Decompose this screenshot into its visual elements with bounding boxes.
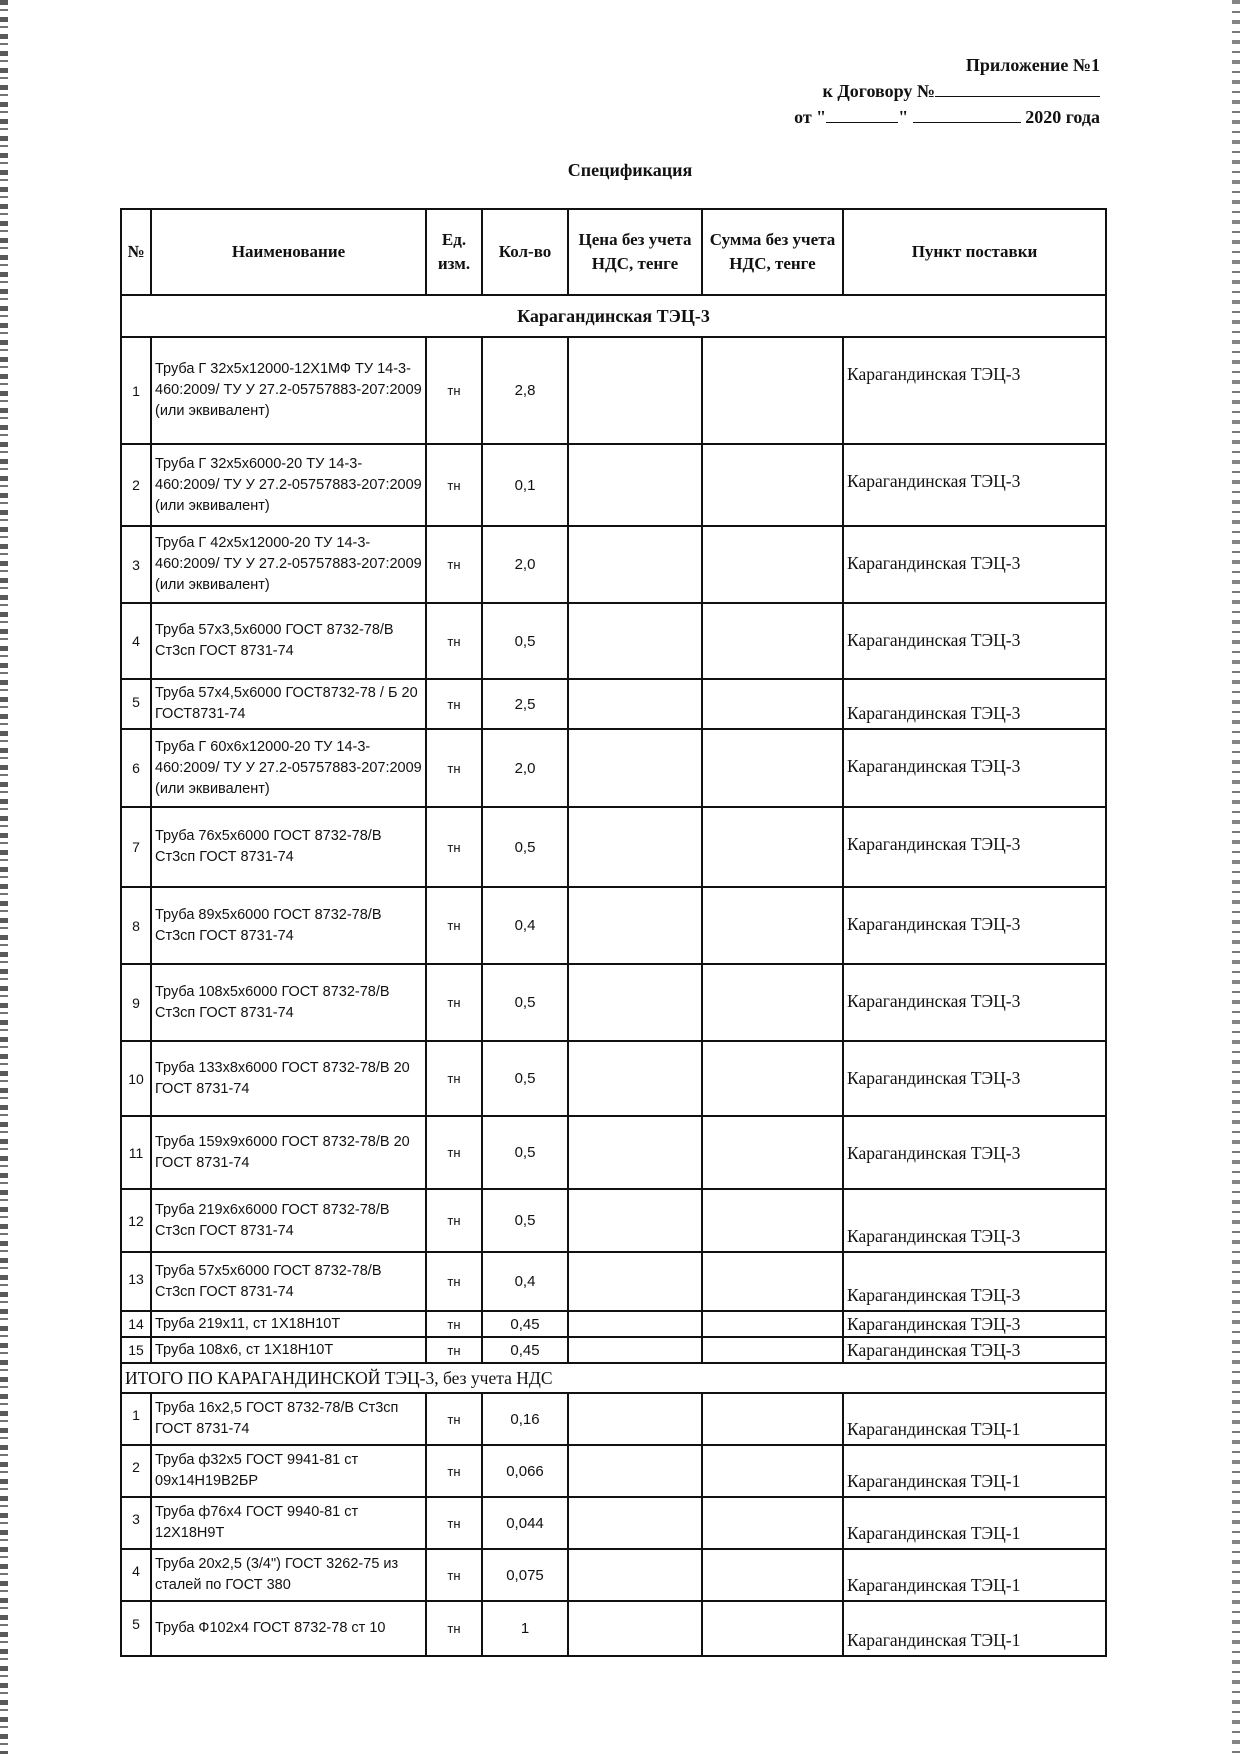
row-sum[interactable] [702, 1116, 843, 1189]
row-sum[interactable] [702, 1337, 843, 1363]
table-row [121, 337, 1106, 444]
row-name: Труба 57х5х6000 ГОСТ 8732-78/В Ст3сп ГОСТ 8731-74 [151, 1252, 426, 1311]
row-number: 3 [121, 526, 151, 603]
row-price[interactable] [568, 1393, 702, 1445]
row-unit: тн [426, 337, 482, 444]
row-sum[interactable] [702, 337, 843, 444]
row-qty: 2,8 [482, 337, 568, 444]
row-unit: тн [426, 1393, 482, 1445]
row-place: Карагандинская ТЭЦ-3 [843, 337, 1106, 444]
col-header-name: Наименование [151, 209, 426, 295]
row-unit: тн [426, 1497, 482, 1549]
row-number: 9 [121, 964, 151, 1041]
row-sum[interactable] [702, 1497, 843, 1549]
row-place: Карагандинская ТЭЦ-1 [843, 1601, 1106, 1656]
row-qty: 0,45 [482, 1311, 568, 1337]
row-price[interactable] [568, 1252, 702, 1311]
row-name: Труба ф32х5 ГОСТ 9941-81 ст 09х14Н19В2БР [151, 1445, 426, 1497]
table-body [121, 295, 1106, 1656]
table-row [121, 679, 1106, 729]
document-title: Спецификация [567, 160, 693, 180]
row-place: Карагандинская ТЭЦ-3 [843, 1189, 1106, 1252]
row-unit: тн [426, 1311, 482, 1337]
row-name: Труба Г 32х5х6000-20 ТУ 14-3-460:2009/ ТУ У 27.2-05757883-207:2009 (или эквивалент) [151, 444, 426, 526]
table-row [121, 887, 1106, 964]
row-qty: 0,5 [482, 603, 568, 679]
row-price[interactable] [568, 807, 702, 887]
table-row [121, 1601, 1106, 1656]
row-number: 4 [121, 1549, 151, 1601]
row-price[interactable] [568, 337, 702, 444]
row-place: Карагандинская ТЭЦ-3 [843, 964, 1106, 1041]
row-price[interactable] [568, 1116, 702, 1189]
table-header-row [121, 209, 1106, 295]
row-name: Труба ф76х4 ГОСТ 9940-81 ст 12Х18Н9Т [151, 1497, 426, 1549]
row-place: Карагандинская ТЭЦ-1 [843, 1497, 1106, 1549]
col-header-place: Пункт поставки [843, 209, 1106, 295]
row-sum[interactable] [702, 603, 843, 679]
contract-number-field[interactable] [935, 80, 1100, 97]
row-sum[interactable] [702, 1311, 843, 1337]
row-qty: 1 [482, 1601, 568, 1656]
table-row [121, 964, 1106, 1041]
col-header-price: Цена без учета НДС, тенге [568, 209, 702, 295]
row-price[interactable] [568, 1041, 702, 1116]
row-place: Карагандинская ТЭЦ-3 [843, 807, 1106, 887]
row-name: Труба 57х3,5х6000 ГОСТ 8732-78/В Ст3сп ГОСТ 8731-74 [151, 603, 426, 679]
row-price[interactable] [568, 1549, 702, 1601]
row-sum[interactable] [702, 964, 843, 1041]
table-row [121, 729, 1106, 807]
total-row [121, 1363, 1106, 1393]
row-price[interactable] [568, 679, 702, 729]
row-price[interactable] [568, 603, 702, 679]
row-qty: 0,4 [482, 1252, 568, 1311]
row-place: Карагандинская ТЭЦ-1 [843, 1393, 1106, 1445]
row-price[interactable] [568, 1311, 702, 1337]
row-number: 7 [121, 807, 151, 887]
row-sum[interactable] [702, 1252, 843, 1311]
date-day-field[interactable] [826, 106, 898, 123]
row-qty: 0,5 [482, 964, 568, 1041]
table-row [121, 1311, 1106, 1337]
row-place: Карагандинская ТЭЦ-1 [843, 1445, 1106, 1497]
row-name: Труба 89х5х6000 ГОСТ 8732-78/В Ст3сп ГОСТ 8731-74 [151, 887, 426, 964]
row-name: Труба Г 42х5х12000-20 ТУ 14-3-460:2009/ ТУ У 27.2-05757883-207:2009 (или эквивалент) [151, 526, 426, 603]
row-qty: 0,1 [482, 444, 568, 526]
scan-edge-left [0, 0, 8, 1754]
row-sum[interactable] [702, 444, 843, 526]
section-title: Карагандинская ТЭЦ-3 [121, 295, 1106, 337]
row-sum[interactable] [702, 1041, 843, 1116]
contract-line [794, 78, 1100, 104]
row-sum[interactable] [702, 1189, 843, 1252]
appendix-line: Приложение №1 [965, 55, 1100, 75]
row-qty: 0,5 [482, 807, 568, 887]
row-price[interactable] [568, 526, 702, 603]
row-price[interactable] [568, 444, 702, 526]
row-place: Карагандинская ТЭЦ-3 [843, 1311, 1106, 1337]
date-prefix: от " [794, 107, 827, 127]
table-row [121, 1393, 1106, 1445]
row-place: Карагандинская ТЭЦ-3 [843, 887, 1106, 964]
row-sum[interactable] [702, 729, 843, 807]
total-label: ИТОГО ПО КАРАГАНДИНСКОЙ ТЭЦ-3, без учета НДС [121, 1363, 1106, 1393]
row-qty: 0,075 [482, 1549, 568, 1601]
col-header-unit: Ед. изм. [426, 209, 482, 295]
row-number: 12 [121, 1189, 151, 1252]
row-price[interactable] [568, 964, 702, 1041]
table-row [121, 807, 1106, 887]
scan-edge-right [1232, 0, 1240, 1754]
row-name: Труба 159х9х6000 ГОСТ 8732-78/В 20 ГОСТ 8731-74 [151, 1116, 426, 1189]
row-price[interactable] [568, 1189, 702, 1252]
col-header-qty: Кол-во [482, 209, 568, 295]
row-unit: тн [426, 964, 482, 1041]
row-name: Труба Г 32х5х12000-12Х1МФ ТУ 14-3-460:2009/ ТУ У 27.2-05757883-207:2009 (или эквивалент) [151, 337, 426, 444]
row-qty: 2,0 [482, 526, 568, 603]
row-name: Труба 219х6х6000 ГОСТ 8732-78/В Ст3сп ГОСТ 8731-74 [151, 1189, 426, 1252]
row-number: 14 [121, 1311, 151, 1337]
row-sum[interactable] [702, 887, 843, 964]
row-place: Карагандинская ТЭЦ-3 [843, 1041, 1106, 1116]
row-unit: тн [426, 526, 482, 603]
row-name: Труба 20х2,5 (3/4") ГОСТ 3262-75 из сталей по ГОСТ 380 [151, 1549, 426, 1601]
row-number: 1 [121, 1393, 151, 1445]
row-number: 2 [121, 444, 151, 526]
table-row [121, 1252, 1106, 1311]
row-price[interactable] [568, 729, 702, 807]
row-qty: 0,5 [482, 1189, 568, 1252]
row-name: Труба 76х5х6000 ГОСТ 8732-78/В Ст3сп ГОСТ 8731-74 [151, 807, 426, 887]
row-name: Труба 16х2,5 ГОСТ 8732-78/В Ст3сп ГОСТ 8731-74 [151, 1393, 426, 1445]
header-block [794, 52, 1100, 130]
row-unit: тн [426, 807, 482, 887]
row-number: 2 [121, 1445, 151, 1497]
row-name: Труба Г 60х6х12000-20 ТУ 14-3-460:2009/ ТУ У 27.2-05757883-207:2009 (или эквивалент) [151, 729, 426, 807]
row-qty: 0,5 [482, 1116, 568, 1189]
row-qty: 2,5 [482, 679, 568, 729]
row-qty: 0,4 [482, 887, 568, 964]
row-number: 5 [121, 1601, 151, 1656]
row-unit: тн [426, 1041, 482, 1116]
table-row [121, 1549, 1106, 1601]
row-qty: 0,16 [482, 1393, 568, 1445]
row-place: Карагандинская ТЭЦ-3 [843, 1337, 1106, 1363]
row-price[interactable] [568, 1601, 702, 1656]
row-sum[interactable] [702, 526, 843, 603]
row-qty: 0,044 [482, 1497, 568, 1549]
row-unit: тн [426, 1116, 482, 1189]
row-place: Карагандинская ТЭЦ-3 [843, 1252, 1106, 1311]
row-number: 5 [121, 679, 151, 729]
row-qty: 0,45 [482, 1337, 568, 1363]
date-month-field[interactable] [913, 106, 1021, 123]
row-unit: тн [426, 1445, 482, 1497]
row-number: 11 [121, 1116, 151, 1189]
section-title-row [121, 295, 1106, 337]
date-suffix: 2020 года [1025, 107, 1100, 127]
row-price[interactable] [568, 1445, 702, 1497]
table-row [121, 1337, 1106, 1363]
row-name: Труба 108х6, ст 1Х18Н10Т [151, 1337, 426, 1363]
date-quote: " [898, 107, 909, 127]
table-row [121, 1497, 1106, 1549]
row-number: 6 [121, 729, 151, 807]
row-price[interactable] [568, 1337, 702, 1363]
row-number: 4 [121, 603, 151, 679]
contract-label: к Договору № [822, 81, 935, 101]
row-place: Карагандинская ТЭЦ-3 [843, 729, 1106, 807]
date-line [794, 104, 1100, 130]
row-place: Карагандинская ТЭЦ-3 [843, 444, 1106, 526]
row-place: Карагандинская ТЭЦ-3 [843, 679, 1106, 729]
table-row [121, 1445, 1106, 1497]
row-unit: тн [426, 1189, 482, 1252]
row-sum[interactable] [702, 1601, 843, 1656]
row-qty: 0,5 [482, 1041, 568, 1116]
table-row [121, 603, 1106, 679]
row-number: 1 [121, 337, 151, 444]
row-place: Карагандинская ТЭЦ-3 [843, 526, 1106, 603]
row-qty: 2,0 [482, 729, 568, 807]
table-row [121, 444, 1106, 526]
row-number: 10 [121, 1041, 151, 1116]
row-sum[interactable] [702, 1549, 843, 1601]
row-place: Карагандинская ТЭЦ-3 [843, 1116, 1106, 1189]
row-name: Труба 133х8х6000 ГОСТ 8732-78/В 20 ГОСТ 8731-74 [151, 1041, 426, 1116]
row-unit: тн [426, 887, 482, 964]
row-sum[interactable] [702, 679, 843, 729]
row-number: 13 [121, 1252, 151, 1311]
row-unit: тн [426, 1601, 482, 1656]
row-qty: 0,066 [482, 1445, 568, 1497]
row-name: Труба 57х4,5х6000 ГОСТ8732-78 / Б 20 ГОСТ8731-74 [151, 679, 426, 729]
row-unit: тн [426, 729, 482, 807]
row-price[interactable] [568, 887, 702, 964]
row-name: Труба 219х11, ст 1Х18Н10Т [151, 1311, 426, 1337]
row-unit: тн [426, 1549, 482, 1601]
row-unit: тн [426, 679, 482, 729]
row-unit: тн [426, 1337, 482, 1363]
row-number: 8 [121, 887, 151, 964]
col-header-num: № [121, 209, 151, 295]
row-place: Карагандинская ТЭЦ-1 [843, 1549, 1106, 1601]
row-number: 3 [121, 1497, 151, 1549]
table-row [121, 1189, 1106, 1252]
row-sum[interactable] [702, 807, 843, 887]
row-sum[interactable] [702, 1445, 843, 1497]
row-name: Труба 108х5х6000 ГОСТ 8732-78/В Ст3сп ГОСТ 8731-74 [151, 964, 426, 1041]
table-row [121, 1041, 1106, 1116]
col-header-sum: Сумма без учета НДС, тенге [702, 209, 843, 295]
table-row [121, 526, 1106, 603]
specification-table [120, 208, 1107, 1657]
row-price[interactable] [568, 1497, 702, 1549]
row-place: Карагандинская ТЭЦ-3 [843, 603, 1106, 679]
row-name: Труба Ф102х4 ГОСТ 8732-78 ст 10 [151, 1601, 426, 1656]
table-row [121, 1116, 1106, 1189]
row-unit: тн [426, 603, 482, 679]
row-unit: тн [426, 444, 482, 526]
row-sum[interactable] [702, 1393, 843, 1445]
row-number: 15 [121, 1337, 151, 1363]
row-unit: тн [426, 1252, 482, 1311]
